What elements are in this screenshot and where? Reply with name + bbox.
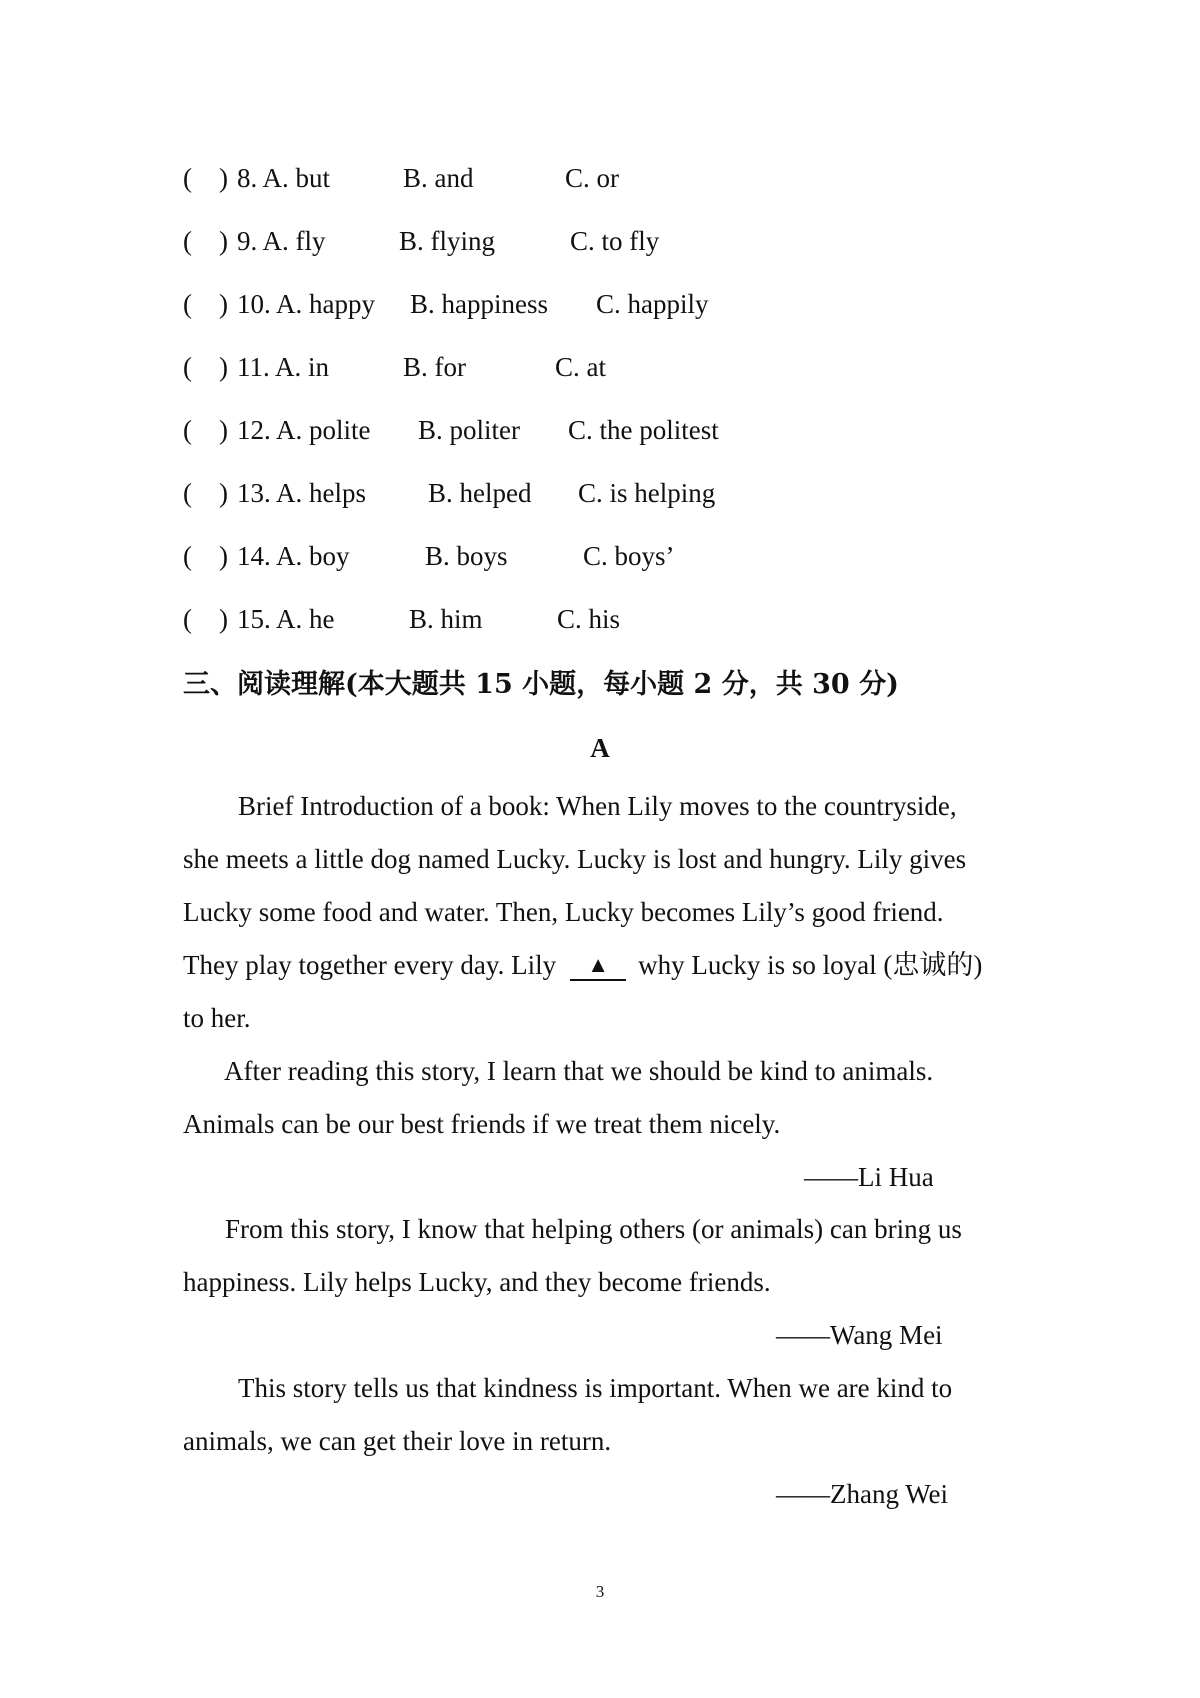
answer-paren-close: ) [219,541,228,571]
option-a: 12. A. polite [237,415,371,445]
option-c: C. or [565,163,619,193]
answer-paren-open: ( [183,478,192,508]
option-a: 15. A. he [237,604,335,634]
comment-author: ——Wang Mei [776,1320,943,1350]
option-c: C. at [555,352,606,382]
option-a: 8. A. but [237,163,331,193]
option-a: 14. A. boy [237,541,350,571]
blank-triangle-icon: ▲ [587,952,609,977]
answer-blank [570,951,626,981]
option-c: C. is helping [578,478,716,508]
answer-paren-open: ( [183,226,192,256]
option-b: B. happiness [410,289,548,319]
passage-line: Lucky some food and water. Then, Lucky becomes Lily’s good friend. [183,897,944,927]
section-heading: 三、阅读理解(本大题共 15 小题，每小题 2 分，共 30 分) [183,669,899,700]
answer-paren-close: ) [219,163,228,193]
option-b: B. him [409,604,483,634]
passage-line-with-blank [183,945,982,985]
answer-paren-open: ( [183,163,192,193]
option-c: C. his [557,604,621,634]
answer-paren-close: ) [219,289,228,319]
comment-author: ——Zhang Wei [776,1479,949,1509]
comment-line: happiness. Lily helps Lucky, and they become friends. [183,1267,771,1297]
option-b: B. and [403,163,474,193]
option-a: 9. A. fly [237,226,326,256]
option-b: B. for [403,352,466,382]
passage-title: A [590,733,610,763]
comment-line: From this story, I know that helping others (or animals) can bring us [225,1214,962,1244]
option-c: C. boys’ [583,541,675,571]
answer-paren-open: ( [183,415,192,445]
answer-paren-close: ) [219,226,228,256]
passage-line: she meets a little dog named Lucky. Lucky is lost and hungry. Lily gives [183,844,967,874]
passage-text: why Lucky is so loyal (忠诚的) [638,950,983,980]
option-a: 10. A. happy [237,289,375,319]
answer-paren-close: ) [219,415,228,445]
option-b: B. politer [418,415,520,445]
answer-paren-open: ( [183,289,192,319]
comment-line: After reading this story, I learn that we should be kind to animals. [224,1056,934,1086]
option-c: C. to fly [570,226,660,256]
answer-paren-close: ) [219,604,228,634]
comment-line: animals, we can get their love in return. [183,1426,612,1456]
option-c: C. the politest [568,415,719,445]
passage-text: They play together every day. Lily [183,950,557,980]
answer-paren-open: ( [183,541,192,571]
answer-paren-open: ( [183,352,192,382]
option-b: B. flying [399,226,496,256]
passage-line: Brief Introduction of a book: When Lily moves to the countryside, [238,791,957,821]
option-c: C. happily [596,289,709,319]
answer-paren-close: ) [219,478,228,508]
answer-paren-close: ) [219,352,228,382]
comment-line: This story tells us that kindness is important. When we are kind to [238,1373,953,1403]
option-b: B. helped [428,478,532,508]
page-number: 3 [595,1582,605,1601]
passage-line: to her. [183,1003,251,1033]
option-a: 13. A. helps [237,478,367,508]
comment-author: ——Li Hua [804,1162,934,1192]
option-a: 11. A. in [237,352,330,382]
comment-line: Animals can be our best friends if we treat them nicely. [183,1109,781,1139]
option-b: B. boys [425,541,508,571]
answer-paren-open: ( [183,604,192,634]
